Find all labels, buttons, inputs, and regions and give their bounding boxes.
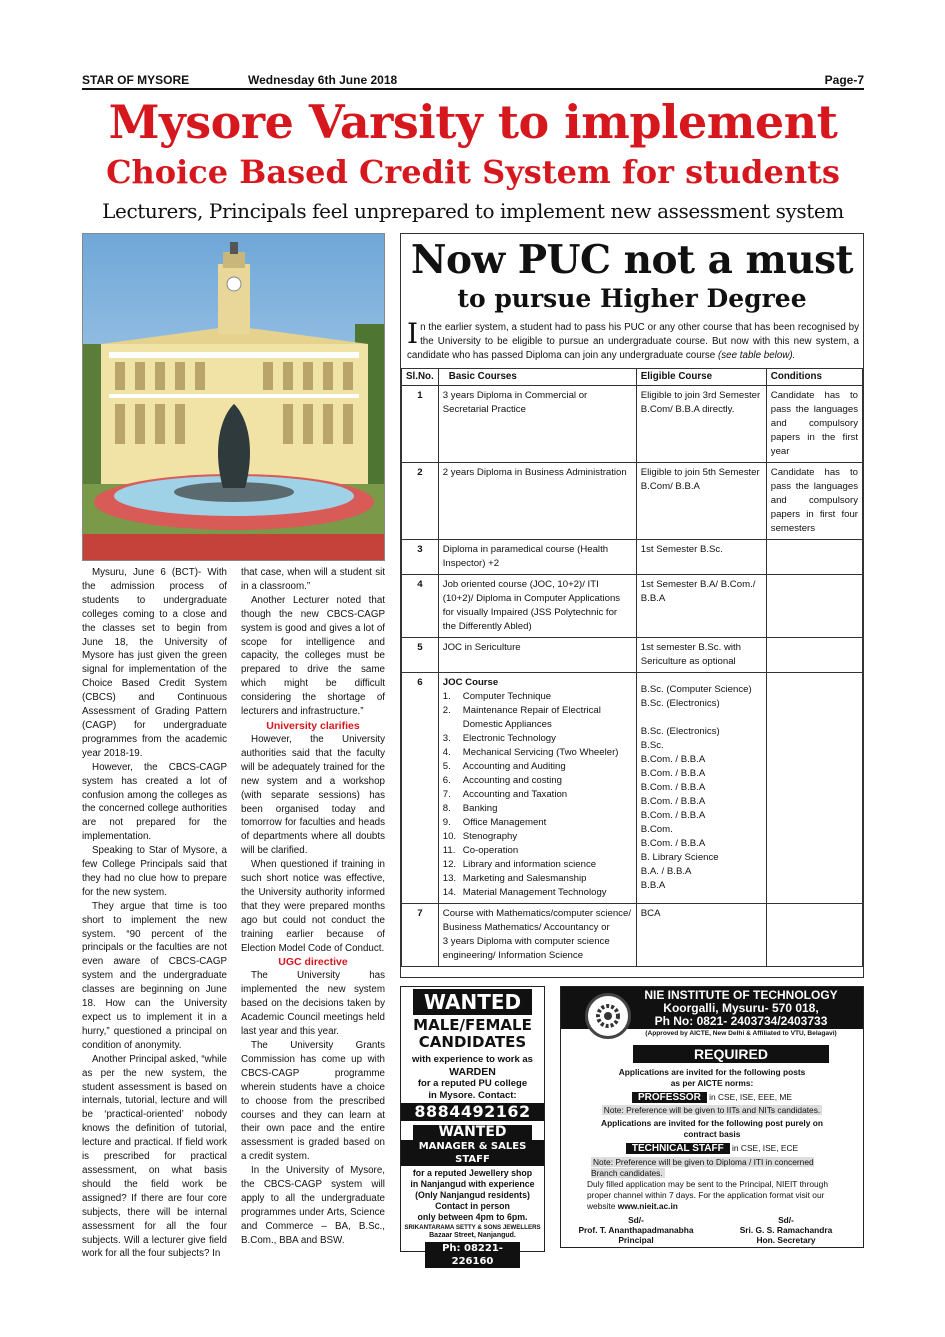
- required-banner: REQUIRED: [633, 1045, 829, 1063]
- table-row: 6 JOC Course 1. Computer Technique 2. Maintenance Repair of Electrical Domestic Appliances 3. Electronic Technology 4. Mechanical Servicing (Two Wheeler) 5. Accounting and Auditing 6. Accounting and costing 7. Accounting and Taxation 8. Banking 9. Office Management 10. Stenography 11. Co-operation 12. Library and information science 13. Marketing and Salesmanship 14. Material Management Technology B.Sc. (Computer Science) B.Sc. (Electronics) B.Sc. (Electronics) B.Sc. B.Com. / B.B.A B.Com. / B.B.A B.Com. / B.B.A B.Com. / B.B.A B.Com. / B.B.A B.Com. B.Com. / B.B.A B. Library Science B.A. / B.B.A B.B.A: [402, 673, 863, 904]
- technical-staff-tag: TECHNICAL STAFF: [626, 1143, 730, 1154]
- list-item: 3. Electronic Technology: [442, 733, 556, 744]
- list-item: 1. Computer Technique: [442, 691, 552, 702]
- professor-tag: PROFESSOR: [632, 1092, 707, 1103]
- subhead-university-clarifies: University clarifies: [266, 719, 360, 732]
- list-item: 5. Accounting and Auditing: [442, 761, 566, 772]
- list-item: 14. Material Management Technology: [442, 887, 607, 898]
- university-photo: [82, 233, 385, 561]
- wanted-ad: WANTED MALE/FEMALE CANDIDATES with experience to work as WARDEN for a reputed PU college in Mysore. Contact: 8884492162 WANTED MANAGER & SALES STAFF for a reputed Jewellery shop in Nanjangud with experience (Only Nanjangud residents) Contact in person only between 4pm to 6pm. SRIKANTARAMA SETTY & SONS JEWELLERS Bazaar Street, Nanjangud. Ph: 08221-226160: [400, 986, 545, 1252]
- drop-cap: I: [407, 317, 419, 350]
- wanted-banner: WANTED: [413, 1125, 532, 1140]
- list-item: 4. Mechanical Servicing (Two Wheeler): [442, 747, 619, 758]
- box-title: Now PUC not a must: [410, 237, 854, 283]
- ad-subtitle: MANAGER & SALES STAFF: [401, 1140, 544, 1166]
- joc-course-list: [443, 690, 632, 900]
- list-item: 12. Library and information science: [442, 859, 597, 870]
- page-number: Page-7: [824, 73, 864, 87]
- paragraph: However, the University authorities said that the faculty will be adequately trained for the new system and a workshop (with separate sessions) has been organised today and tomorrow for faculties and heads of departments where all doubts will be clarified.: [241, 733, 385, 857]
- issue-date: Wednesday 6th June 2018: [248, 73, 398, 87]
- paragraph: that case, when will a student sit in a classroom.”: [241, 567, 385, 592]
- table-row: 7 Course with Mathematics/computer science/ Business Mathematics/ Accountancy or 3 years Diploma with computer science engineering/ Information Science BCA: [402, 904, 863, 967]
- list-item: 8. Banking: [442, 803, 498, 814]
- paragraph: The University Grants Commission has come up with CBCS-CAGP programme wherein students have a choice to choose from the prescribed courses and they can learn at their own pace and the entire assessment is graded based on a credit system.: [241, 1040, 385, 1163]
- nie-recruitment-ad: NIE INSTITUTE OF TECHNOLOGY Koorgalli, Mysuru- 570 018, Ph No: 0821- 2403734/2403733 (Approved by AICTE, New Delhi & Affiliated to VTU, Belagavi) REQUIRED Applications are invited for the following posts as per AICTE norms: PROFESSOR in CSE, ISE, EEE, ME Note: Preference will be given to IITs and NITs candidates. Applications are invited for the following post purely on contract basis TECHNICAL STAFF in CSE, ISE, ECE Note: Preference will be given to Diploma / ITI in concerned Branch candidates. Duly filled application may be sent to the Principal, NIEIT through proper channel within 7 days. For the application format visit our website www.nieit.ac.in Sd/- Prof. T. Ananthapadmanabha Principal Sd/- Sri. G. S. Ramachandra Hon. Secretary: [560, 986, 864, 1248]
- website-link[interactable]: www.nieit.ac.in: [617, 1201, 678, 1211]
- ad-subtitle: MALE/FEMALE CANDIDATES: [413, 1016, 532, 1051]
- article-column-1: [82, 566, 227, 1261]
- article-column-2: [241, 566, 385, 1248]
- paragraph: Speaking to Star of Mysore, a few College Principals said that they had no clue how to prepare for the new system.: [82, 845, 227, 898]
- deck: Lecturers, Principals feel unprepared to implement new assessment system: [102, 199, 844, 223]
- phone-number: 8884492162: [401, 1103, 544, 1121]
- masthead: [82, 72, 864, 90]
- phone-number: Ph: 08221-226160: [425, 1242, 520, 1268]
- institute-name: NIE INSTITUTE OF TECHNOLOGY: [644, 988, 838, 1002]
- paragraph: The University has implemented the new system based on the decisions taken by Academic Council meetings held last year and this year.: [241, 970, 385, 1038]
- paragraph: Mysuru, June 6 (BCT)- With the admission process of students to undergraduate colleges coming to a close and the classes set to begin from June 18, the University of Mysore has just given the green signal for implementation of the Choice Based Credit System (CBCS) and Continuous Assessment of Grading Pattern (CAGP) for undergraduate programmes from the academic year 2018-19.: [82, 567, 227, 759]
- paragraph: They argue that time is too short to implement the new system. “90 percent of the principals or the faculties are not even aware of CBCS-CAGP system and the undergraduate classes are beginning on June 18. How can the University expect us to implement it in a hurry,” questioned a principal on condition of anonymity.: [82, 900, 227, 1051]
- paragraph: Another Lecturer noted that though the new CBCS-CAGP system is good and gives a lot of scope for intelligence and capacity, the colleges must be prepared to drive the same which might be difficult considering the shortage of lecturers and infrastructure.”: [241, 594, 385, 718]
- box-intro: In the earlier system, a student had to pass his PUC or any other course that has been recognised by the University to be eligible to pursue an undergraduate course. But now with this new system, a candidate who has passed Diploma can join any undergraduate course (see table below).: [407, 317, 859, 361]
- list-item: 9. Office Management: [442, 817, 547, 828]
- table-row: 1 3 years Diploma in Commercial or Secretarial Practice Eligible to join 3rd Semester B.Com/ B.B.A directly. Candidate has to pass the languages and compulsory papers in the first year: [402, 386, 863, 463]
- paper-name: STAR OF MYSORE: [82, 73, 190, 87]
- paragraph: When questioned if training in such short notice was effective, the University authority informed that they were prepared months ago but could not conduct the training earlier because of Election Model Code of Conduct.: [241, 859, 385, 954]
- table-row: 5 JOC in Sericulture 1st semester B.Sc. with Sericulture as optional: [402, 638, 863, 673]
- institute-logo-icon: [585, 993, 631, 1039]
- list-item: 6. Accounting and costing: [442, 775, 562, 786]
- paragraph: In the University of Mysore, the CBCS-CAGP system will apply to all the undergraduate programmes under Arts, Science and Commerce – BA, B.Sc., B.Com., BBA and BSW.: [241, 1165, 385, 1246]
- table-row: 3 Diploma in paramedical course (Health Inspector) +2 1st Semester B.Sc.: [402, 540, 863, 575]
- list-item: 7. Accounting and Taxation: [442, 789, 568, 800]
- institute-header: NIE INSTITUTE OF TECHNOLOGY Koorgalli, Mysuru- 570 018, Ph No: 0821- 2403734/2403733: [561, 987, 863, 1029]
- table-row: 4 Job oriented course (JOC, 10+2)/ ITI (10+2)/ Diploma in Computer Applications for visually Impaired (JSS Polytechnic for the Differently Abled) 1st Semester B.A/ B.Com./ B.B.A: [402, 575, 863, 638]
- puc-box: [400, 233, 864, 978]
- wanted-banner: WANTED: [413, 989, 532, 1015]
- paragraph: However, the CBCS-CAGP system has created a lot of confusion among the colleges as the concerned college authorities are not prepared for the implementation.: [82, 761, 227, 843]
- courses-table: [401, 368, 863, 967]
- paragraph: Another Principal asked, “while as per the new system, the student assessment is based on internals, tutorial, lecture and will be ‘practical-oriented’ nobody knows the definition of tutorial, lecture and practical. If field work is prescribed for practical assessment, on what basis should the field work be assigned? If there are four core subjects, there will be internal assessment for all the four subjects. Will a lecturer give field work for all the four subjects? In: [82, 1053, 227, 1260]
- joc-course-title: JOC Course: [442, 677, 499, 688]
- table-row: 2 2 years Diploma in Business Administration Eligible to join 5th Semester B.Com/ B.B.A Candidate has to pass the languages and compulsory papers in first four semesters: [402, 463, 863, 540]
- box-subtitle: to pursue Higher Degree: [457, 284, 807, 313]
- list-item: 2. Maintenance Repair of Electrical Domestic Appliances: [442, 705, 601, 730]
- table-header: Sl.No. Basic Courses Eligible Course Conditions: [402, 369, 863, 386]
- list-item: 13. Marketing and Salesmanship: [442, 873, 587, 884]
- subhead-ugc-directive: UGC directive: [278, 956, 348, 969]
- list-item: 10. Stenography: [442, 831, 518, 842]
- headline-line1: Mysore Varsity to implement: [108, 95, 838, 149]
- list-item: 11. Co-operation: [442, 845, 519, 856]
- headline-line2: Choice Based Credit System for students: [106, 153, 840, 191]
